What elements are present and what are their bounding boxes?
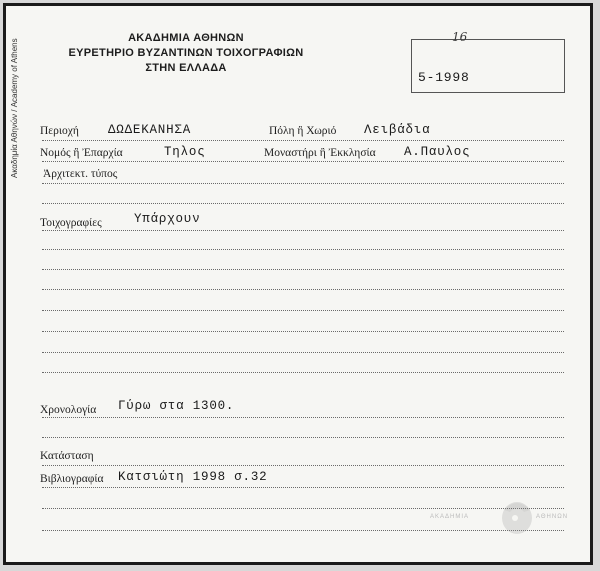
- dating-label: Χρονολογία: [40, 404, 97, 416]
- region-value: ΔΩΔΕΚΑΝΗΣΑ: [108, 123, 192, 137]
- town-value: Λειβάδια: [364, 123, 431, 137]
- line-condition: [42, 465, 564, 466]
- prefecture-value: Τηλος: [164, 145, 206, 159]
- header-index-title: ΕΥΡΕΤΗΡΙΟ ΒΥΖΑΝΤΙΝΩΝ ΤΟΙΧΟΓΡΑΦΙΩΝ: [68, 47, 304, 59]
- dating-value: Γύρω στα 1300.: [118, 399, 235, 413]
- fresco-index-card: [3, 3, 593, 565]
- side-label: Ακαδημία Αθηνών / Academy of Athens: [10, 38, 19, 178]
- line-bibliography-2: [42, 508, 564, 509]
- header-location: ΣΤΗΝ ΕΛΛΑΔΑ: [145, 62, 227, 74]
- bibliography-value: Κατσιώτη 1998 σ.32: [118, 470, 268, 484]
- reference-code: 5-1998: [418, 70, 470, 85]
- line-frescoes-6: [42, 331, 564, 332]
- town-label: Πόλη ἢ Χωριό: [269, 125, 337, 137]
- line-prefecture: [42, 161, 564, 162]
- line-bibliography: [42, 487, 564, 488]
- arch-type-label: Ἀρχιτεκτ. τύπος: [43, 168, 118, 180]
- line-arch-type-2: [42, 203, 564, 204]
- athena-watermark-icon: [494, 498, 540, 536]
- line-region: [42, 140, 564, 141]
- line-frescoes-4: [42, 289, 564, 290]
- frescoes-label: Τοιχογραφίες: [40, 217, 102, 229]
- line-dating: [42, 417, 564, 418]
- monastery-value: Α.Παυλος: [404, 145, 471, 159]
- header-academy: ΑΚΑΔΗΜΙΑ ΑΘΗΝΩΝ: [128, 32, 244, 44]
- line-frescoes-2: [42, 249, 564, 250]
- line-bibliography-3: [42, 530, 564, 531]
- condition-label: Κατάσταση: [40, 450, 94, 462]
- region-label: Περιοχή: [40, 125, 79, 137]
- handwritten-number: 16: [452, 30, 468, 44]
- line-frescoes-8: [42, 372, 564, 373]
- line-dating-2: [42, 437, 564, 438]
- watermark-left-text: ΑΚΑΔΗΜΙΑ: [430, 514, 470, 520]
- prefecture-label: Νομός ἢ Ἐπαρχία: [40, 147, 123, 159]
- monastery-label: Μοναστήρι ἢ Ἐκκλησία: [264, 147, 376, 159]
- line-frescoes-3: [42, 269, 564, 270]
- line-frescoes-7: [42, 352, 564, 353]
- bibliography-label: Βιβλιογραφία: [40, 473, 104, 485]
- line-frescoes-5: [42, 310, 564, 311]
- line-arch-type: [42, 183, 564, 184]
- line-frescoes: [42, 230, 564, 231]
- frescoes-value: Υπάρχουν: [134, 212, 201, 226]
- watermark-right-text: ΑΘΗΝΩΝ: [536, 514, 569, 520]
